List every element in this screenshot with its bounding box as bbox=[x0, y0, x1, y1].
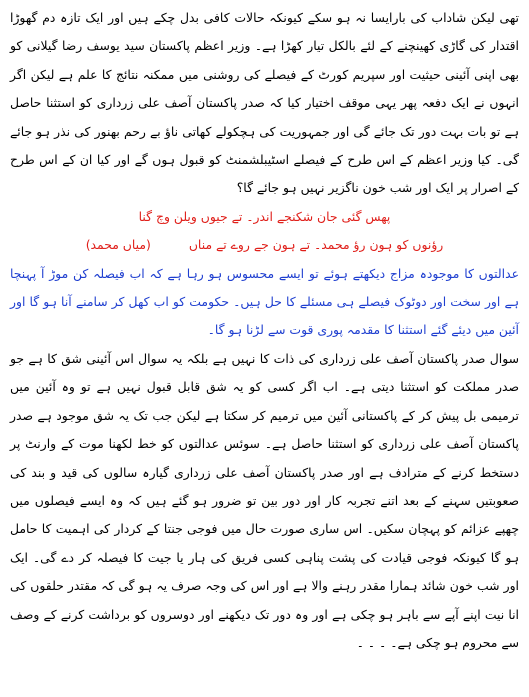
intro-paragraph: تھی لیکن شاداب کی بارایسا نہ ہو سکے کیونکہ حالات کافی بدل چکے ہیں اور ایک تازہ دم گھوڑا اقتدار کی گاڑی کھینچنے کے لئے بالکل تیار کھڑا ہے۔ وزیر اعظم پاکستان سید یوسف رضا گیلانی کو بھی اپنی آئینی حیثیت اور سپریم کورٹ کے فیصلے کی روشنی میں ممکنہ نتائج کا علم ہے لیکن اگر انہوں نے ایک دفعہ پھر یہی موقف اختیار کیا کہ صدر پاکستان آصف علی زرداری کو استثنا حاصل ہے تو بات بہت دور تک جائے گی اور جمہوریت کی ہچکولے کھاتی ناؤ بے رحم بھنور کی نذر ہو جائے گی۔ کیا وزیر اعظم کے اس طرح کے فیصلے اسٹیبلشمنٹ کو قبول ہوں گے اور کیا ان کے اس طرح کے اصرار پر ایک اور شب خون ناگزیر نہیں ہو جائے گا؟ bbox=[10, 10, 519, 196]
closing-paragraph: سوال صدر پاکستان آصف علی زرداری کی ذات کا نہیں ہے بلکہ یہ سوال اس آئینی شق کا ہے جو صدر مملکت کو استثنا دیتی ہے۔ اب اگر کسی کو یہ شق قابل قبول نہیں ہے تو وہ آئین میں ترمیمی بل پیش کر کے پاکستانی آئین میں ترمیم کر سکتا ہے لیکن جب تک یہ شق موجود ہے صدر پاکستان آصف علی زرداری کو استثنا حاصل ہے۔ سوئس عدالتوں کو خط لکھنا موت کے وارنٹ پر دستخط کرنے کے مترادف ہے اور صدر پاکستان آصف علی زرداری گیارہ سالوں کی قید و بند کی صعوبتیں سہنے کے بعد اتنے تجربہ کار اور دور بین تو ضرور ہو گئے ہیں کہ وہ ایسے فیصلوں میں چھپے عزائم کو پہچان سکیں۔ اس ساری صورت حال میں فوجی جنتا کے کردار کی اہمیت کا حامل ہو گا کیونکہ فوجی قیادت کی پشت پناہی کسی فریق کی ہار یا جیت کا فیصلہ کر دے گی۔ ایک اور شب خون شائد ہمارا مقدر رہنے والا ہے اور اس کی وجہ صرف یہ ہو گی کہ مقتدر حلقوں کی انا نیت اپنے آپے سے باہر ہو چکی ہے اور وہ دور تک دیکھنے اور دوسروں کو برداشت کرنے کے وصف سے محروم ہو چکی ہے۔ ۔ ۔ ۔ bbox=[10, 350, 519, 650]
verse-line-1: پھس گئی جان شکنجے اندر۔ تے جیوں ویلن وچ گنا bbox=[138, 208, 391, 224]
verse-line-2-row bbox=[10, 231, 519, 259]
verse-attribution: (میاں محمد) bbox=[85, 237, 151, 253]
blue-paragraph: عدالتوں کا موجودہ مزاج دیکھتے ہوئے تو ایسے محسوس ہو رہا ہے کہ اب فیصلہ کن موڑ آ پہنچا ہے اور سخت اور دوٹوک فیصلے ہی مسئلے کا حل ہیں۔ حکومت کو اب کھل کر سامنے آنا ہو گا اور آئین میں دیئے گئے استثنا کا مقدمہ پوری قوت سے لڑنا ہو گا۔ bbox=[10, 265, 519, 338]
verse-line-2: رؤنوں کو ہون رؤ محمد۔ تے ہون جے روے تے مناں bbox=[188, 237, 444, 253]
